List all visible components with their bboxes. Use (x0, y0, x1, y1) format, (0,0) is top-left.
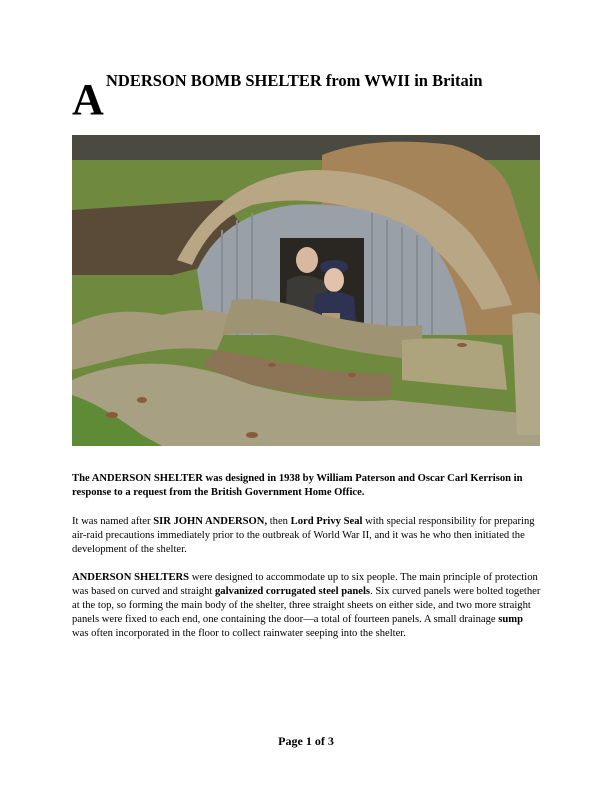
text-segment: then (267, 516, 291, 527)
text-segment: It was named after (72, 516, 154, 527)
paragraph-intro-text: The ANDERSON SHELTER was designed in 1938 by William Paterson and Oscar Carl Kerrison in response to a request from the British Government Home Office. (72, 473, 523, 498)
text-segment: was often incorporated in the floor to collect rainwater seeping into the shelter. (72, 628, 406, 639)
title-text: NDERSON BOMB SHELTER from WWII in Britain (106, 71, 483, 90)
text-segment: with special responsibility for preparing air-raid precautions immediately prior to the outbreak of World War II, and it was he who then initiated the development of the shelter. (72, 516, 535, 555)
text-segment: . Six curved panels were bolted together at the top, so forming the main body of the shelter, three straight sheets on either side, and two more straight panels were fixed to each end, one containing the door—a total of fourteen panels. A small drainage (72, 586, 541, 625)
bold-material: galvanized corrugated steel panels (214, 586, 371, 597)
shelter-photo (72, 135, 540, 446)
title-dropcap: A (72, 75, 104, 124)
bold-title: Lord Privy Seal (290, 516, 363, 527)
paragraph-design (72, 571, 542, 641)
paragraph-intro (72, 472, 542, 500)
bold-subject: ANDERSON SHELTERS (72, 572, 190, 583)
bold-sump: sump (498, 614, 523, 625)
text-segment: were designed to accommodate up to six people. The main principle of protection was based on curved and straight (72, 572, 538, 597)
bold-name: SIR JOHN ANDERSON, (153, 516, 268, 527)
paragraph-naming (72, 515, 542, 557)
page-number: Page 1 of 3 (278, 734, 334, 748)
